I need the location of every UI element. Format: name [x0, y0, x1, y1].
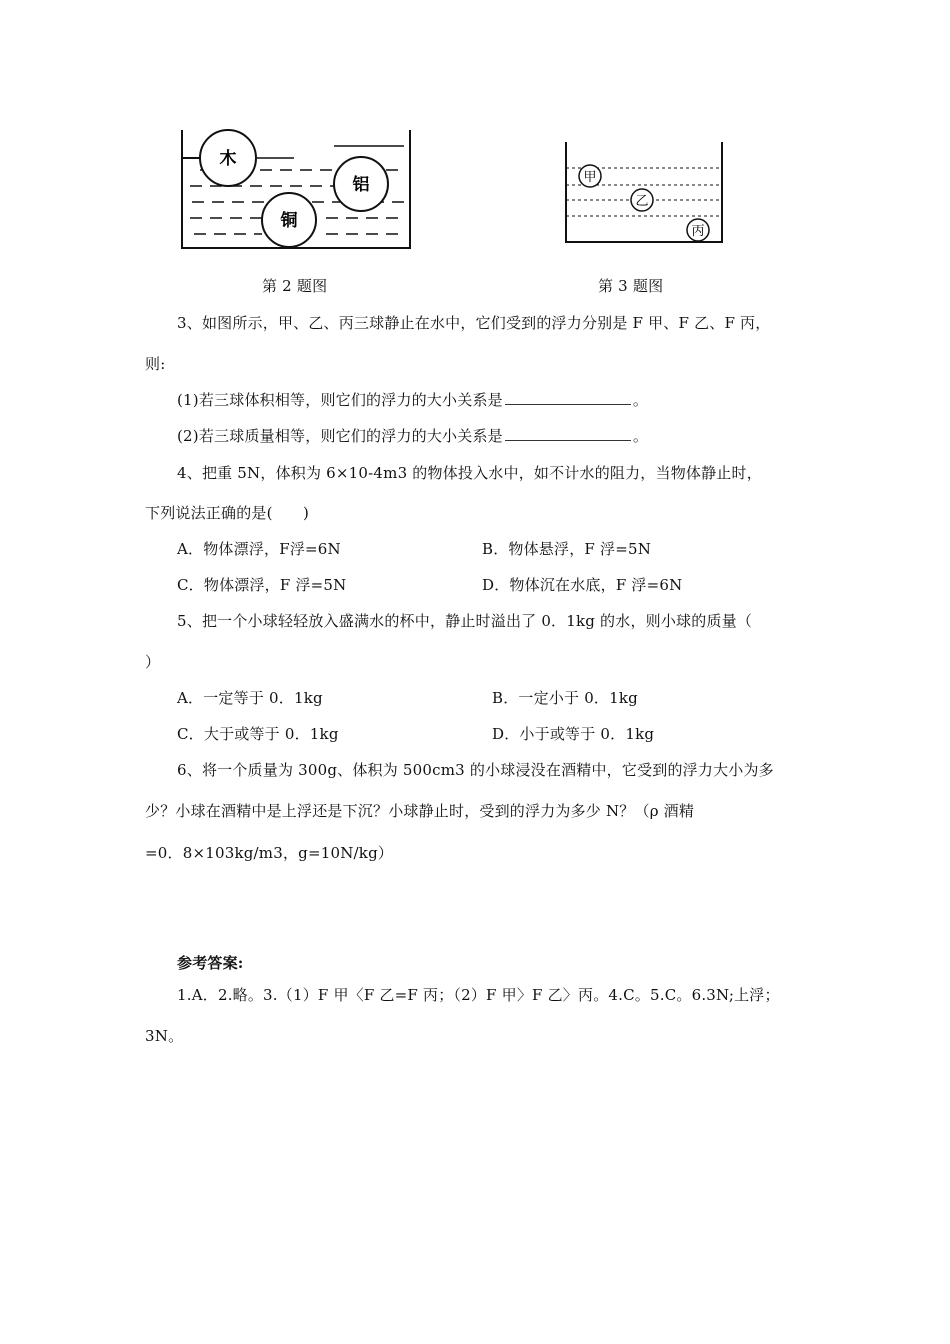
- ball-label-yi: 乙: [635, 194, 649, 209]
- q3-sub2: [177, 426, 648, 446]
- q4-option-a: A．物体漂浮，F浮=6N: [177, 540, 341, 558]
- ball-label-wood: 木: [219, 149, 237, 169]
- q6-line1: 6、将一个质量为 300g、体积为 500cm3 的小球浸没在酒精中，它受到的浮力大小为多: [177, 761, 774, 779]
- ball-label-aluminum: 铝: [352, 175, 370, 195]
- figure-3-diagram: [560, 138, 728, 248]
- q6-line2: 少？小球在酒精中是上浮还是下沉？小球静止时，受到的浮力为多少 N？（ρ 酒精: [145, 802, 695, 820]
- figure-2-diagram: [176, 126, 416, 254]
- q5-stem-line2: ）: [145, 653, 161, 671]
- ball-label-copper: 铜: [280, 211, 298, 231]
- q4-option-c: C．物体漂浮，F 浮=5N: [177, 576, 347, 594]
- q6-line3: =0．8×103kg/m3，g=10N/kg）: [145, 844, 394, 862]
- figure-2-caption: 第 2 题图: [262, 277, 328, 295]
- answers-heading: 参考答案:: [177, 954, 244, 972]
- answers-line2: 3N。: [145, 1027, 184, 1045]
- q3-sub2-end: 。: [632, 427, 649, 445]
- q5-stem-line1: 5、把一个小球轻轻放入盛满水的杯中，静止时溢出了 0．1kg 的水，则小球的质量（: [177, 612, 753, 630]
- answers-line1: 1.A．2.略。3.（1）F 甲〈F 乙=F 丙；（2）F 甲〉F 乙〉丙。4.C。5.C。6.3N;上浮；: [177, 986, 780, 1004]
- ball-label-jia: 甲: [583, 170, 597, 185]
- q5-option-b: B．一定小于 0．1kg: [492, 689, 638, 707]
- q5-option-c: C．大于或等于 0．1kg: [177, 725, 339, 743]
- q3-sub1: [177, 390, 648, 410]
- q5-option-a: A．一定等于 0．1kg: [177, 689, 323, 707]
- figure-3-caption: 第 3 题图: [598, 277, 664, 295]
- q3-sub2-text: (2)若三球质量相等，则它们的浮力的大小关系是: [177, 427, 503, 445]
- q3-sub2-blank: [505, 426, 631, 441]
- q3-stem-line1: 3、如图所示，甲、乙、丙三球静止在水中，它们受到的浮力分别是 F 甲、F 乙、F 丙，: [177, 314, 771, 332]
- q4-option-d: D．物体沉在水底，F 浮=6N: [482, 576, 683, 594]
- q3-sub1-end: 。: [632, 391, 649, 409]
- q3-sub1-blank: [505, 390, 631, 405]
- q3-sub1-text: (1)若三球体积相等，则它们的浮力的大小关系是: [177, 391, 503, 409]
- ball-label-bing: 丙: [691, 224, 705, 239]
- q3-stem-line2: 则:: [145, 355, 166, 373]
- q4-option-b: B．物体悬浮，F 浮=5N: [482, 540, 652, 558]
- q4-stem-line1: 4、把重 5N，体积为 6×10-4m3 的物体投入水中，如不计水的阻力，当物体静止时，: [177, 464, 762, 482]
- q5-option-d: D．小于或等于 0．1kg: [492, 725, 655, 743]
- q4-stem-line2: 下列说法正确的是( ): [145, 504, 310, 522]
